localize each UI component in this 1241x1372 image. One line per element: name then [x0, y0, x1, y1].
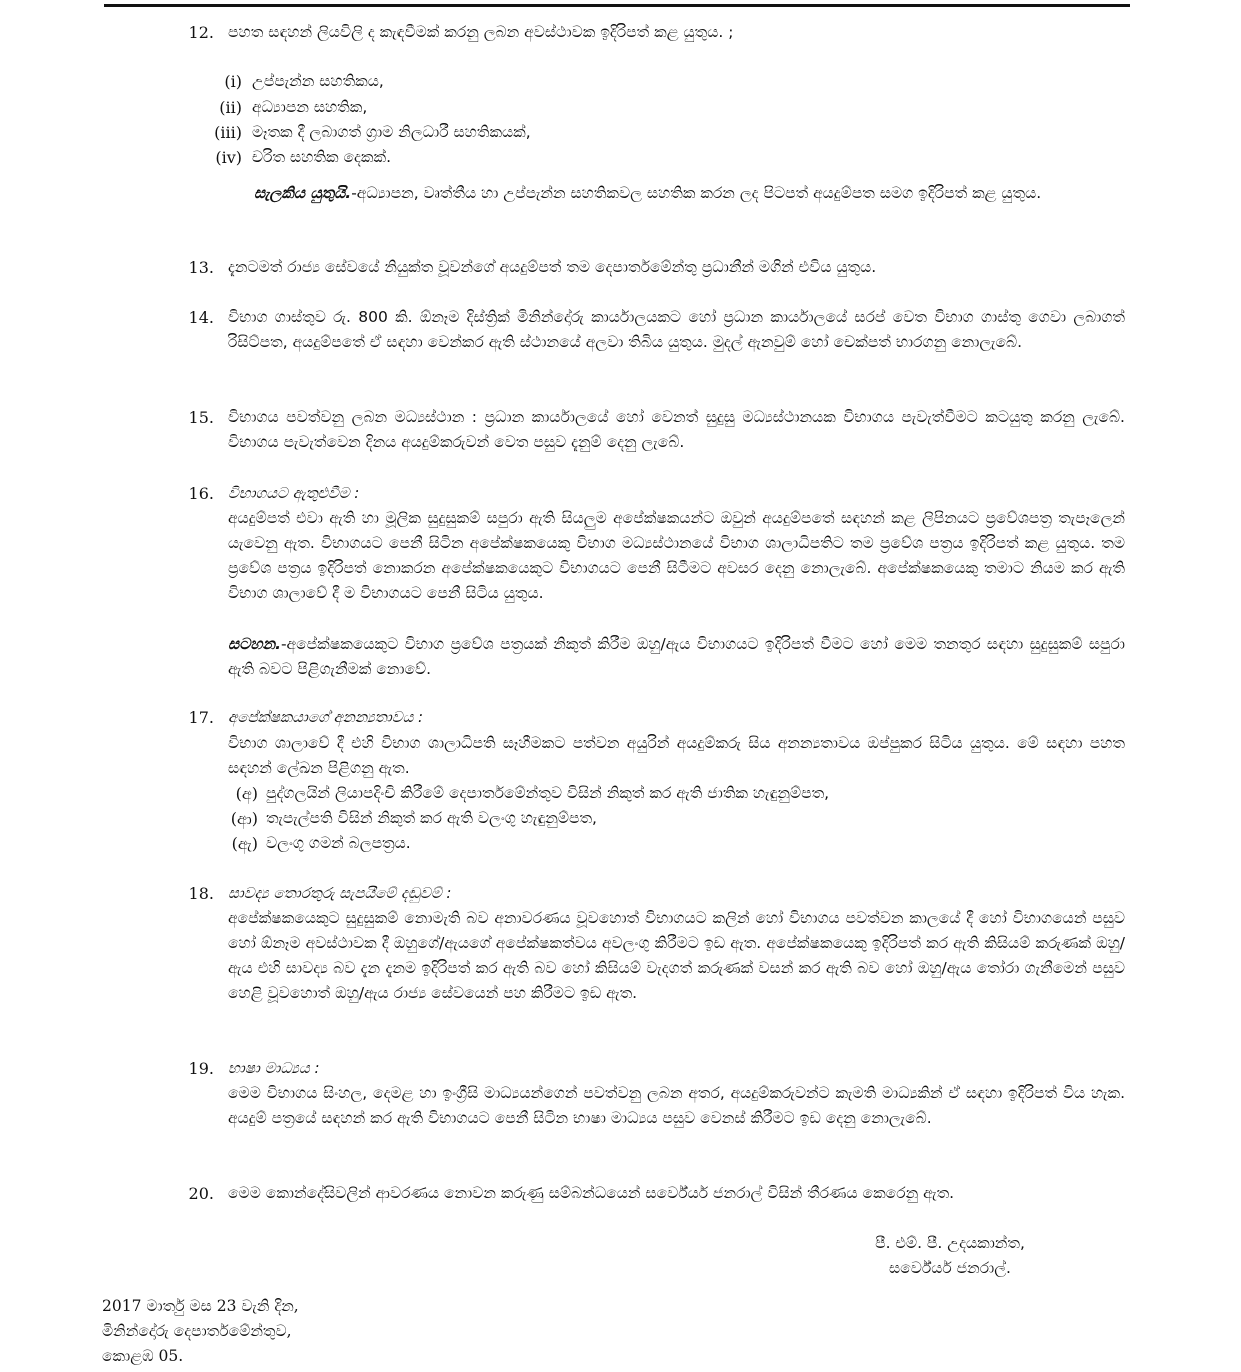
item-16-heading: විභාගයට ඇතුළුවීම : — [228, 484, 360, 502]
item-20-text: මෙම කොන්දේසිවලින් ආවරණය නොවන කරුණු සම්බන්ධයෙන් සර්වේයර් ජනරාල් විසින් තීරණය කෙරෙනු ඇත. — [228, 1184, 955, 1202]
item-18-heading: සාවද්‍ය තොරතුරු සැපයීමේ දඬුවම් : — [228, 884, 452, 902]
item-16-note-text: -අපේක්ෂකයෙකුට විභාග ප්‍රවේශ පත්‍රයක් නිකුත් කිරීම ඔහු/ඇය විභාගයට ඉදිරිපත් වීමට හෝ මෙම තනතුර සඳහා සුදුසුකම් සපුරා ඇති බවට පිළිගැනීමක් නොවේ. — [228, 635, 1125, 678]
signature-name: පී. එම්. පී. උදයකාන්ත, — [875, 1234, 1025, 1252]
item-12-sub-1-mark: (i) — [224, 72, 242, 91]
item-12-note — [254, 181, 1126, 206]
item-16-note — [228, 632, 1125, 682]
item-12-sub-3-text: මෑතක දී ලබාගත් ග්‍රාම නිලධාරී සහතිකයක්, — [252, 123, 531, 141]
item-17-sub-1-text: පුද්ගලයින් ලියාපදිංචි කිරීමේ දෙපාර්තමේන්තුව විසින් නිකුත් කර ඇති ජාතික හැඳුනුම්පත, — [266, 784, 830, 802]
footer-department: මිනින්දෝරු දෙපාර්තමේන්තුව, — [102, 1322, 292, 1340]
item-17-sub-2-text: තැපැල්පති විසින් නිකුත් කර ඇති වලංගු හැඳුනුම්පත, — [266, 809, 597, 827]
item-17-sub-1-mark: (අ) — [235, 784, 258, 803]
item-17-sub-3-text: වලංගු ගමන් බලපත්‍රය. — [266, 834, 411, 852]
item-20-number: 20. — [188, 1184, 214, 1203]
footer-date: 2017 මාර්තු මස 23 වැනි දින, — [102, 1297, 299, 1315]
item-17-text: විභාග ශාලාවේ දී එහි විභාග ශාලාධිපති සෑහීමකට පත්වන අයුරින් අයදුම්කරු සිය අනන්‍යතාවය ඔප්පුකර සිටිය යුතුය. මේ සඳහා පහත සඳහන් ලේඛන පිළිගනු ඇත. — [228, 734, 1125, 777]
item-19-number: 19. — [188, 1059, 214, 1078]
signature-title: සර්වේයර් ජනරාල්. — [889, 1259, 1011, 1277]
item-12-text: පහත සඳහන් ලියවිලි ද කැඳවීමක් කරනු ලබන අවස්ථාවක ඉදිරිපත් කළ යුතුය. ; — [228, 23, 734, 41]
item-18-number: 18. — [188, 884, 214, 903]
item-12-sub-1-text: උප්පැන්න සහතිකය, — [252, 72, 384, 90]
item-17-number: 17. — [188, 708, 214, 727]
item-12-number: 12. — [188, 23, 214, 42]
item-12-sub-2-text: අධ්‍යාපන සහතික, — [252, 98, 368, 116]
item-19-text: මෙම විභාගය සිංහල, දෙමළ හා ඉංග්‍රීසි මාධ්‍යයන්ගෙන් පවත්වනු ලබන අතර, අයදුම්කරුවන්ට කැමති මාධ්‍යකින් ඒ සඳහා ඉදිරිපත් විය හැක. අයදුම් පත්‍රයේ සඳහන් කර ඇති විභාගයට පෙනී සිටින භාෂා මාධ්‍යය පසුව වෙනස් කිරීමට ඉඩ දෙනු නොලැබේ. — [228, 1084, 1125, 1127]
item-12-note-label: සැලකිය යුතුයි. — [254, 184, 352, 202]
item-15-number: 15. — [188, 408, 214, 427]
item-17-sub-3-mark: (ඇ) — [231, 834, 258, 853]
footer-city: කොළඹ 05. — [102, 1347, 184, 1365]
item-19-heading: භාෂා මාධ්‍යය : — [228, 1059, 320, 1077]
item-12-sub-2-mark: (ii) — [219, 98, 242, 117]
item-14-text: විභාග ගාස්තුව රු. 800 කි. ඕනෑම දිස්ත්‍රික් මිනින්දෝරු කාර්යාලයකට හෝ ප්‍රධාන කාර්යාලයේ සරප් වෙත විභාග ගාස්තු ගෙවා ලබාගත් රිසිට්පත, අයදුම්පතේ ඒ සඳහා වෙන්කර ඇති ස්ථානයේ අලවා තිබිය යුතුය. මුදල් ඇනවුම් හෝ චෙක්පත් භාරගනු නොලැබේ. — [228, 308, 1125, 351]
item-13-number: 13. — [188, 258, 214, 277]
item-12-sub-4-text: චරිත සහතික දෙකක්. — [252, 148, 391, 166]
item-13-text: දැනටමත් රාජ්‍ය සේවයේ නියුක්ත වූවන්ගේ අයදුම්පත් තම දෙපාර්තමේන්තු ප්‍රධානීන් මගින් එවිය යුතුය. — [228, 258, 877, 276]
item-16-number: 16. — [188, 484, 214, 503]
item-18-text: අපේක්ෂකයෙකුට සුදුසුකම් නොමැති බව අනාවරණය වූවහොත් විභාගයට කලින් හෝ විභාගය පවත්වන කාලයේ දී හෝ විභාගයෙන් පසුව හෝ ඕනෑම අවස්ථාවක දී ඔහුගේ/ඇයගේ අපේක්ෂකත්වය අවලංගු කිරීමට ඉඩ ඇත. අපේක්ෂකයෙකු ඉදිරිපත් කර ඇති කිසියම් කරුණක් ඔහු/ඇය එහි සාවද්‍ය බව දැන දැනම ඉදිරිපත් කර ඇති බව හෝ කිසියම් වැදගත් කරුණක් වසන් කර ඇති බව හෝ ඔහු/ඇය තෝරා ගැනීමෙන් පසුව හෙළි වූවහොත් ඔහු/ඇය රාජ්‍ය සේවයෙන් පහ කිරීමට ඉඩ ඇත. — [228, 909, 1125, 1002]
item-12-sub-4-mark: (iv) — [215, 148, 242, 167]
top-rule — [104, 4, 1130, 7]
item-12-sub-3-mark: (iii) — [214, 123, 242, 142]
item-14-number: 14. — [188, 308, 214, 327]
item-16-text: අයදුම්පත් එවා ඇති හා මූලික සුදුසුකම් සපුරා ඇති සියලුම අපේක්ෂකයන්ට ඔවුන් අයදුම්පතේ සඳහන් කළ ලිපිනයට ප්‍රවේශපත්‍ර තැපෑලෙන් යැවෙනු ඇත. විභාගයට පෙනී සිටින අපේක්ෂකයෙකු විභාග මධ්‍යස්ථානයේ විභාග ශාලාධිපතිට තම ප්‍රවේශ පත්‍රය ඉදිරිපත් කළ යුතුය. තම ප්‍රවේශ පත්‍රය ඉදිරිපත් නොකරන අපේක්ෂකයෙකුට විභාගයට පෙනී සිටීමට අවසර දෙනු නොලැබේ. අපේක්ෂකයෙකු තමාට නියම කර ඇති විභාග ශාලාවේ දී ම විභාගයට පෙනී සිටිය යුතුය. — [228, 509, 1125, 602]
item-17-heading: අපේක්ෂකයාගේ අනන්‍යතාවය : — [228, 708, 424, 726]
item-15-text: විභාගය පවත්වනු ලබන මධ්‍යස්ථාන : ප්‍රධාන කාර්යාලයේ හෝ වෙනත් සුදුසු මධ්‍යස්ථානයක විභාගය පැවැත්වීමට කටයුතු කරනු ලැබේ. විභාගය පැවැත්වෙන දිනය අයදුම්කරුවන් වෙත පසුව දැනුම් දෙනු ලැබේ. — [228, 408, 1125, 451]
item-16-note-label: සටහන. — [228, 635, 281, 653]
item-12-note-text: -අධ්‍යාපන, වෘත්තීය හා උප්පැන්න සහතිකවල සහතික කරන ලද පිටපත් අයදුම්පත සමග ඉදිරිපත් කළ යුතුය. — [351, 184, 1042, 202]
item-17-sub-2-mark: (ආ) — [230, 809, 258, 828]
